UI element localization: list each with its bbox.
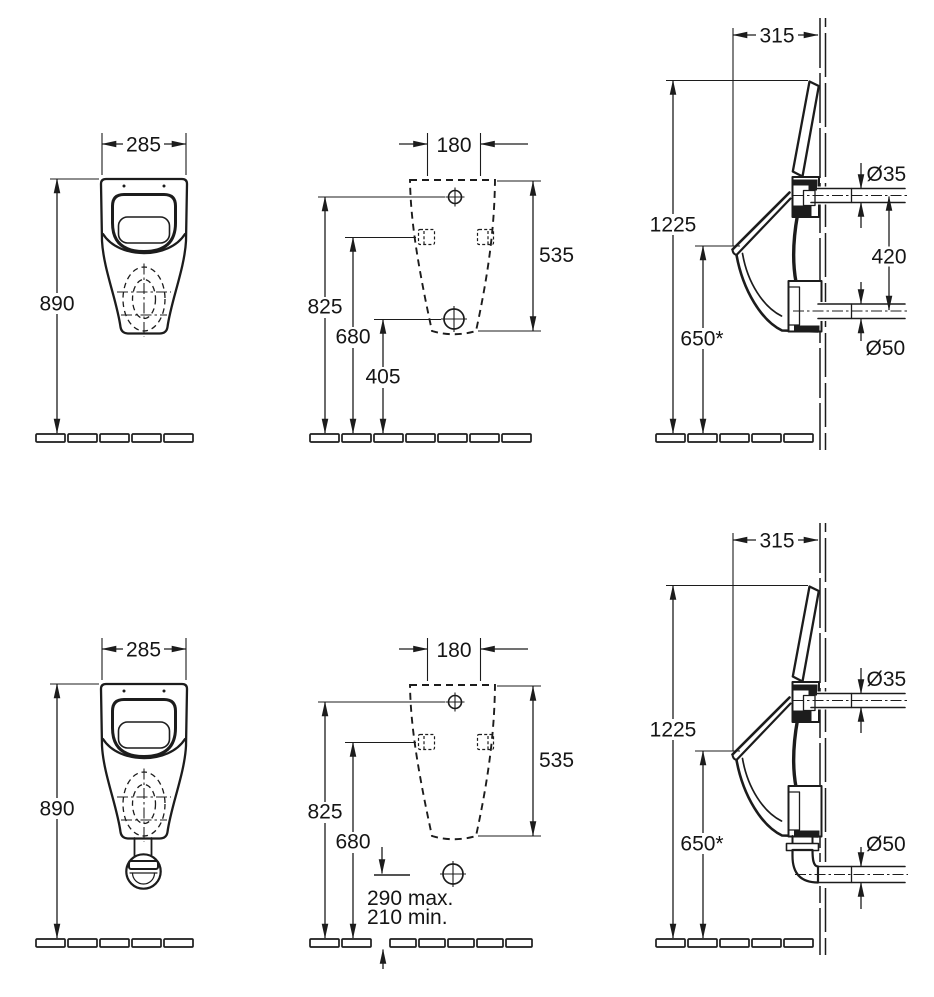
dim-outlet-diameter-50 xyxy=(861,833,906,909)
dim-body-height-535 xyxy=(478,686,574,836)
dim-label-body-height: 535 xyxy=(539,244,575,267)
dim-label-rim-height: 650* xyxy=(680,832,724,856)
dim-label-outlet-max: 290 max. xyxy=(367,887,454,910)
dim-fixing-spacing-180 xyxy=(399,638,528,681)
dim-label-width: 285 xyxy=(125,638,162,662)
dim-label-depth: 315 xyxy=(759,24,795,48)
drain-hole xyxy=(441,306,467,332)
siphon-trap xyxy=(126,838,160,889)
dim-label-height: 890 xyxy=(39,292,75,316)
dim-overall-height-1225 xyxy=(648,586,809,939)
dim-outlet-diameter-50 xyxy=(861,282,905,360)
dim-fixing-spacing-180 xyxy=(399,133,528,176)
dim-label-fixing-height: 680 xyxy=(335,830,371,854)
dim-outlet-range xyxy=(367,847,453,969)
dim-label-inlet-diameter: Ø35 xyxy=(866,163,907,186)
dim-fixing-height-680 xyxy=(333,238,417,434)
dim-label-inlet-to-outlet: 420 xyxy=(871,245,907,269)
dim-label-overall-height: 1225 xyxy=(649,718,697,742)
dim-overall-height-1225 xyxy=(648,81,809,434)
bottom-mounting-view xyxy=(305,638,575,969)
dim-label-outlet-diameter: Ø50 xyxy=(865,337,906,360)
dim-label-height: 890 xyxy=(39,797,75,821)
drain-hole xyxy=(440,861,466,887)
dim-body-height-535 xyxy=(478,181,574,331)
dim-label-width: 285 xyxy=(125,133,162,157)
dim-label-fixing-spacing: 180 xyxy=(436,134,472,157)
dim-label-overall-height: 1225 xyxy=(649,213,697,237)
dim-label-body-height: 535 xyxy=(539,749,575,772)
floor-tiles xyxy=(310,939,532,947)
dim-label-inlet-diameter: Ø35 xyxy=(866,668,907,691)
dim-label-inlet-height: 825 xyxy=(307,295,343,319)
dim-rim-height-650 xyxy=(680,246,740,433)
dim-label-rim-height: 650* xyxy=(680,327,724,351)
bottom-side-view xyxy=(648,523,909,955)
dim-label-outlet-min: 210 min. xyxy=(367,906,448,929)
dim-height-890 xyxy=(36,179,99,433)
dim-label-fixing-spacing: 180 xyxy=(436,639,472,662)
dim-label-inlet-height: 825 xyxy=(307,800,343,824)
top-mounting-view xyxy=(305,133,575,442)
dim-rim-height-650 xyxy=(680,751,740,938)
dim-label-fixing-height: 680 xyxy=(335,325,371,349)
top-side-view xyxy=(648,18,911,450)
dim-inlet-to-outlet-420 xyxy=(868,197,911,311)
dim-label-outlet-diameter: Ø50 xyxy=(866,833,906,856)
dim-height-890 xyxy=(36,684,99,938)
dim-label-outlet-height: 405 xyxy=(365,365,401,389)
dim-width-285 xyxy=(102,638,186,680)
top-front-view xyxy=(36,133,193,442)
bottom-front-view xyxy=(36,638,193,947)
dim-outlet-height-405 xyxy=(363,320,442,434)
dim-label-depth: 315 xyxy=(759,529,795,553)
dim-width-285 xyxy=(102,133,186,175)
